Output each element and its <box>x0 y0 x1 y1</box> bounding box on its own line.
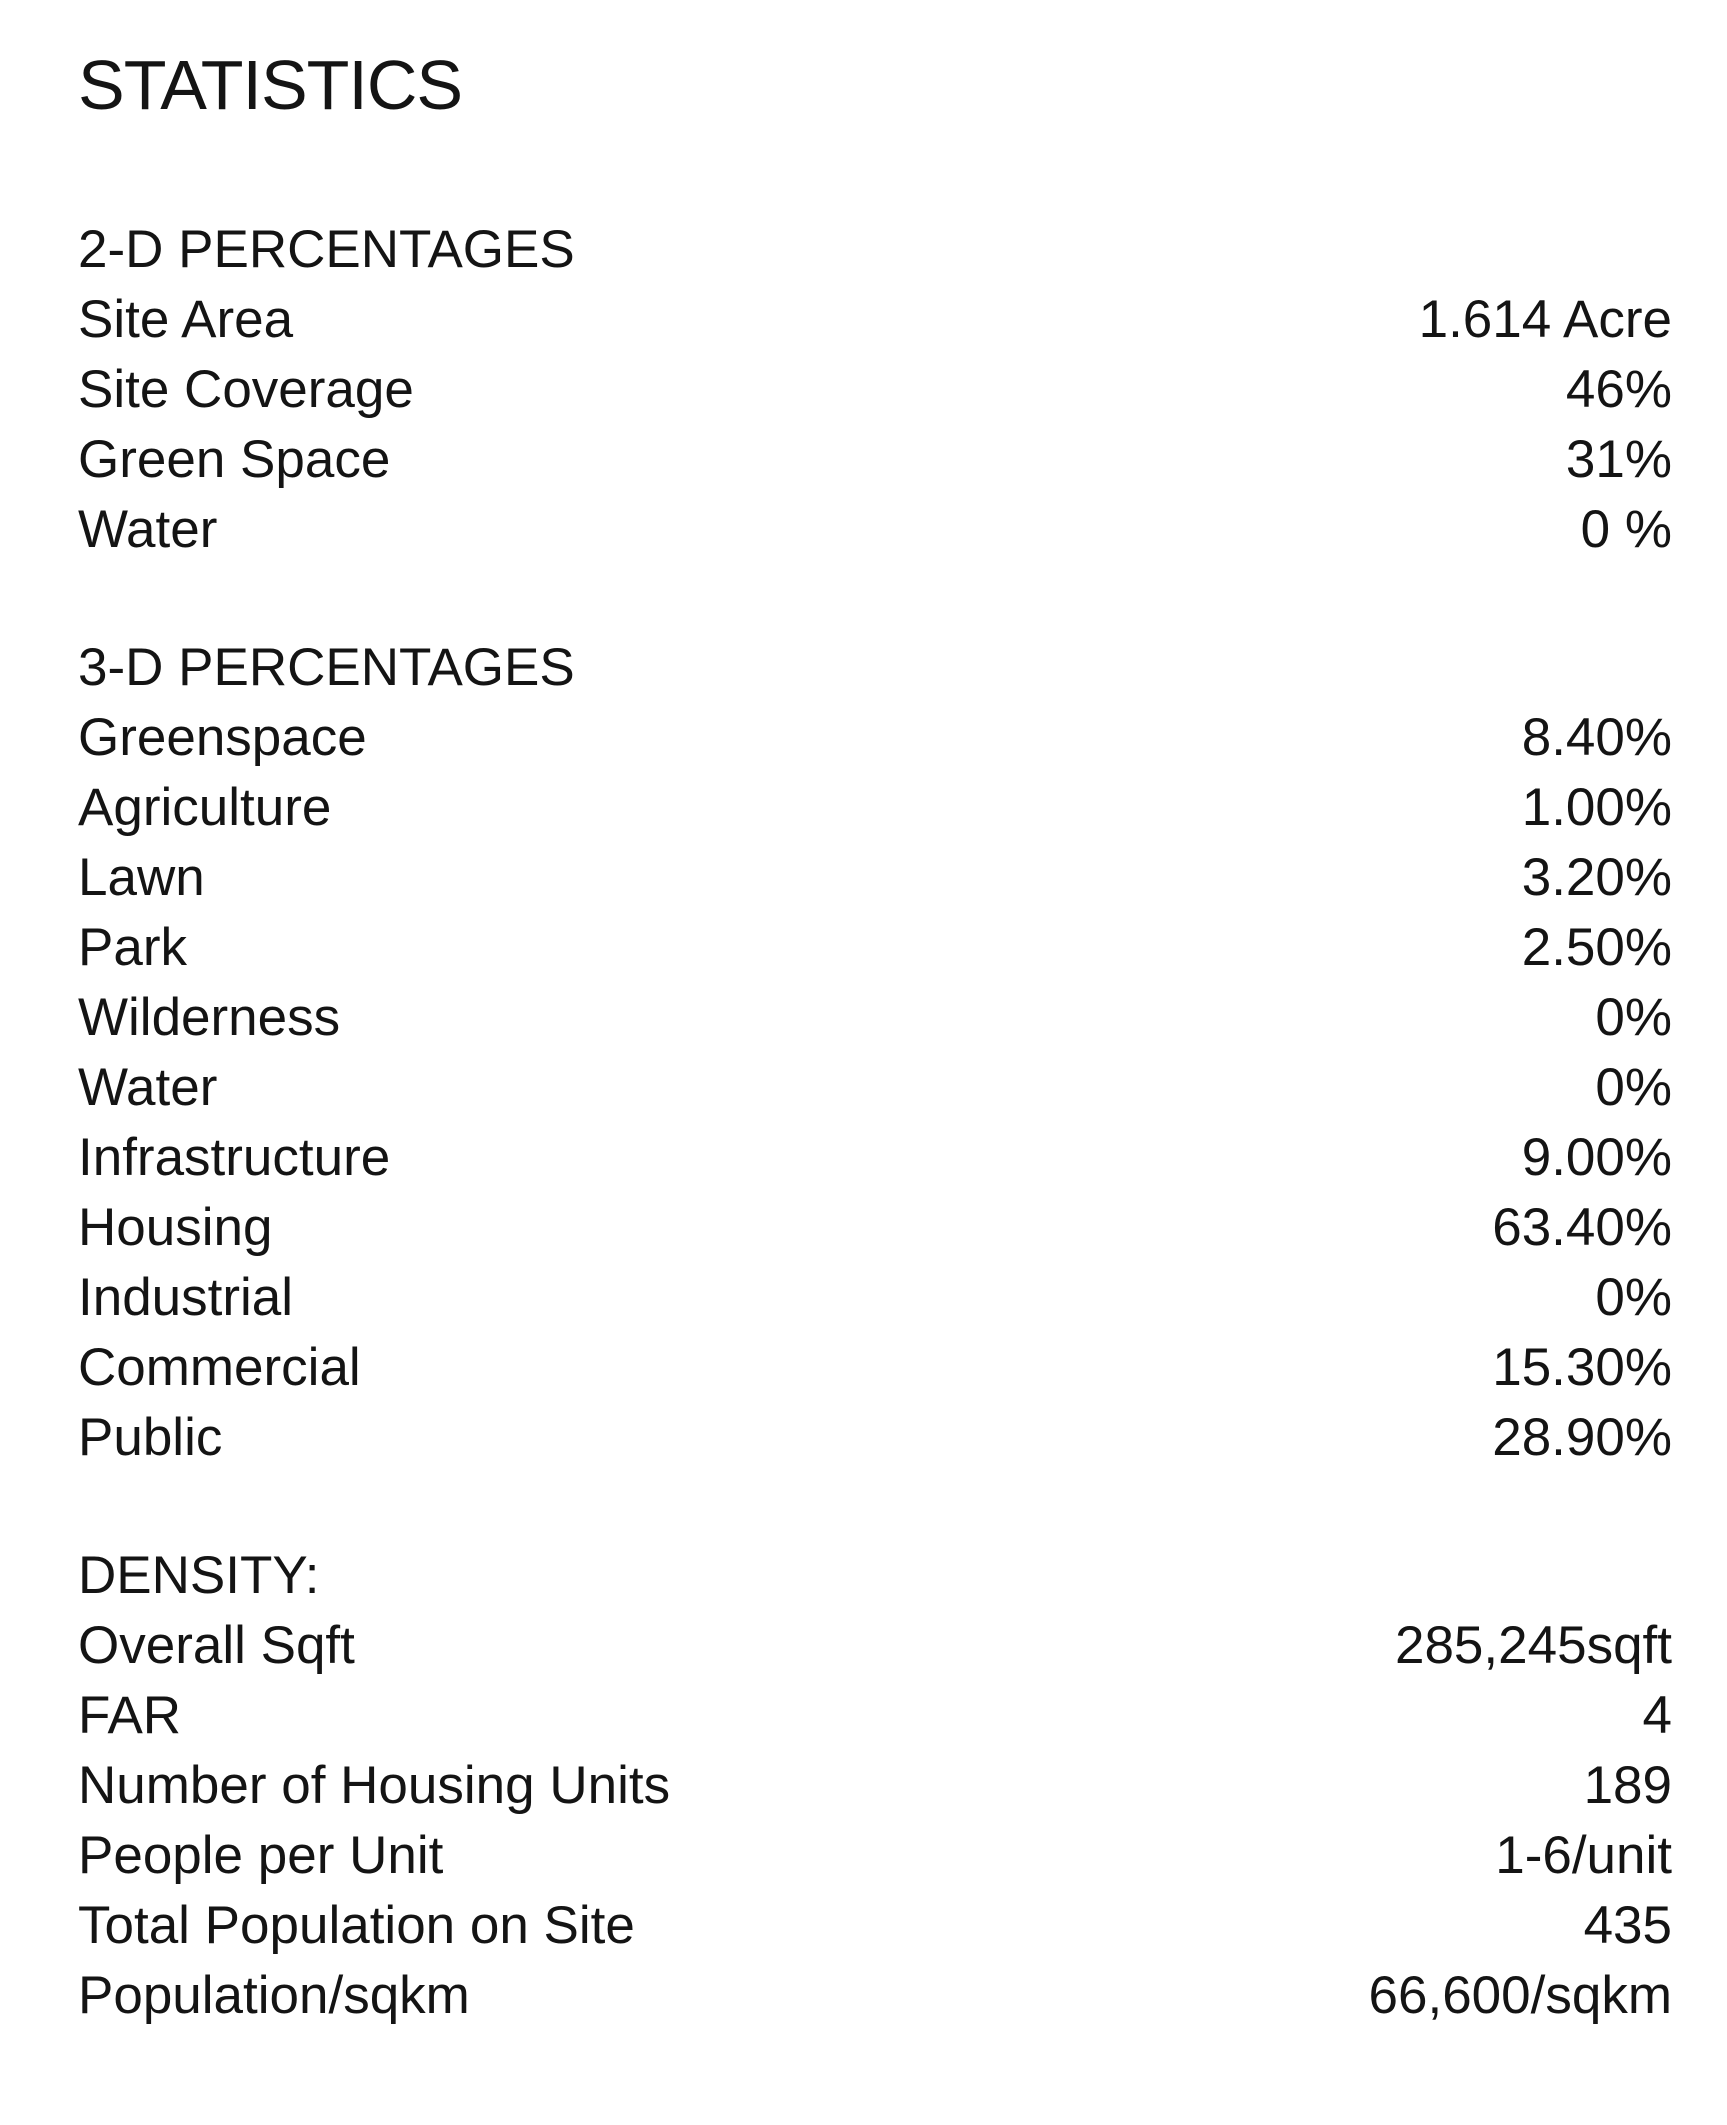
section-heading: 3-D PERCENTAGES <box>78 638 575 697</box>
stat-value: 189 <box>1583 1756 1672 1815</box>
section-3d-percentages <box>78 633 1672 1473</box>
stat-label: Infrastructure <box>78 1128 391 1187</box>
stat-label: FAR <box>78 1686 182 1745</box>
stat-label: Lawn <box>78 848 205 907</box>
stat-label: Commercial <box>78 1338 361 1397</box>
stat-value: 285,245sqft <box>1394 1616 1672 1675</box>
stat-label: Number of Housing Units <box>78 1756 671 1815</box>
stat-label: Greenspace <box>78 708 367 767</box>
stat-row-public <box>78 1403 1672 1473</box>
stat-label: Public <box>78 1408 223 1467</box>
stat-value: 0 % <box>1580 500 1672 559</box>
stat-value: 66,600/sqkm <box>1368 1966 1672 2025</box>
section-heading: 2-D PERCENTAGES <box>78 220 575 279</box>
stat-row-population-per-sqkm <box>78 1961 1672 2031</box>
stat-value: 0% <box>1595 988 1672 1047</box>
stat-value: 63.40% <box>1492 1198 1672 1257</box>
stat-label: Site Coverage <box>78 360 414 419</box>
stat-value: 1.00% <box>1521 778 1672 837</box>
stat-row-commercial <box>78 1333 1672 1403</box>
stat-label: Housing <box>78 1198 273 1257</box>
stat-value: 31% <box>1565 430 1672 489</box>
stat-row-green-space <box>78 425 1672 495</box>
stat-label: People per Unit <box>78 1826 444 1885</box>
stat-row-agriculture <box>78 773 1672 843</box>
stat-row-park <box>78 913 1672 983</box>
stat-value: 435 <box>1583 1896 1672 1955</box>
stat-label: Agriculture <box>78 778 332 837</box>
stat-row-housing <box>78 1193 1672 1263</box>
stat-row-water <box>78 495 1672 565</box>
stat-label: Total Population on Site <box>78 1896 635 1955</box>
stat-row-site-coverage <box>78 355 1672 425</box>
stat-value: 9.00% <box>1521 1128 1672 1187</box>
stat-label: Site Area <box>78 290 294 349</box>
stat-value: 1.614 Acre <box>1418 290 1672 349</box>
stat-row-lawn <box>78 843 1672 913</box>
stat-row-people-per-unit <box>78 1821 1672 1891</box>
stat-value: 2.50% <box>1521 918 1672 977</box>
stat-row-greenspace <box>78 703 1672 773</box>
stat-row-far <box>78 1681 1672 1751</box>
stat-label: Overall Sqft <box>78 1616 355 1675</box>
stat-value: 46% <box>1565 360 1672 419</box>
stat-row-housing-units <box>78 1751 1672 1821</box>
stat-value: 3.20% <box>1521 848 1672 907</box>
stat-value: 0% <box>1595 1268 1672 1327</box>
stat-label: Industrial <box>78 1268 294 1327</box>
stat-label: Population/sqkm <box>78 1966 470 2025</box>
stat-label: Green Space <box>78 430 391 489</box>
stat-value: 8.40% <box>1521 708 1672 767</box>
stat-row-site-area <box>78 285 1672 355</box>
stat-row-infrastructure <box>78 1123 1672 1193</box>
stat-row-overall-sqft <box>78 1611 1672 1681</box>
stat-value: 4 <box>1642 1686 1672 1745</box>
stat-label: Water <box>78 500 218 559</box>
stat-row-water <box>78 1053 1672 1123</box>
stat-value: 1-6/unit <box>1495 1826 1672 1885</box>
stat-value: 28.90% <box>1492 1408 1672 1467</box>
stat-value: 15.30% <box>1492 1338 1672 1397</box>
page-title: STATISTICS <box>78 46 463 124</box>
section-heading: DENSITY: <box>78 1546 320 1605</box>
section-density <box>78 1541 1672 2031</box>
stat-row-industrial <box>78 1263 1672 1333</box>
stat-value: 0% <box>1595 1058 1672 1117</box>
stat-row-total-population <box>78 1891 1672 1961</box>
stat-label: Wilderness <box>78 988 341 1047</box>
stat-label: Park <box>78 918 187 977</box>
section-2d-percentages <box>78 215 1672 565</box>
stat-row-wilderness <box>78 983 1672 1053</box>
stat-label: Water <box>78 1058 218 1117</box>
